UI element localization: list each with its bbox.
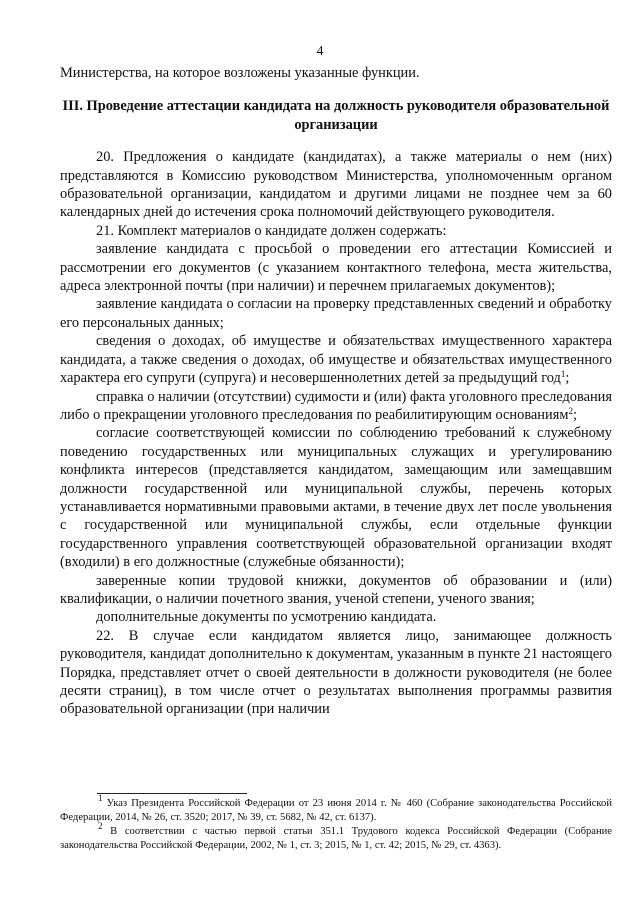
criminal-record-text: справка о наличии (отсутствии) судимости и (или) факта уголовного преследования либо о прекращении уголовного преследования по реабилитирующим основаниям xyxy=(60,388,612,423)
list-item-consent: заявление кандидата о согласии на проверку представленных сведений и обработку его персональных данных; xyxy=(60,296,612,331)
intro-line: Министерства, на которое возложены указанные функции. xyxy=(60,65,420,81)
footnotes xyxy=(60,793,612,853)
list-item-commission-consent: согласие соответствующей комиссии по соблюдению требований к служебному поведению государственных или муниципальных служащих и урегулированию конфликта интересов (представляется кандидатом, замещающим или замещавшим должности государственной или муниципальной службы, перечень которых устанавливается нормативными правовыми актами, в течение двух лет после увольнения с государственной или муниципальной службы, если отдельные функции государственного управления соответствующей образовательной организации входят (входили) в его должностные (служебные обязанности); xyxy=(60,425,612,571)
footnote-ref-2: 2 xyxy=(568,405,573,416)
footnote-1 xyxy=(60,793,612,825)
paragraph-22: 22. В случае если кандидатом является лицо, занимающее должность руководителя, кандидат дополнительно к документам, указанным в пункте 21 настоящего Порядка, представляет отчет о своей деятельности в должности руководителя (не более десяти страниц), в том числе отчет о результатах выполнения программы развития образовательной организации (при наличии xyxy=(60,627,612,718)
section-heading: III. Проведение аттестации кандидата на должность руководителя образовательной организации xyxy=(62,98,610,133)
page-number: 4 xyxy=(316,44,324,59)
list-item-additional: дополнительные документы по усмотрению кандидата. xyxy=(96,609,437,626)
footnote-divider xyxy=(97,793,247,794)
footnote-1-mark: 1 xyxy=(98,793,103,803)
criminal-record-end: ; xyxy=(572,406,577,423)
list-item-criminal-record xyxy=(60,388,612,425)
list-item-copies: заверенные копии трудовой книжки, документов об образовании и (или) квалификации, о наличии почетного звания, ученой степени, ученого звания; xyxy=(60,572,612,607)
income-end: ; xyxy=(565,370,570,387)
footnote-1-text: Указ Президента Российской Федерации от 23 июня 2014 г. № 460 (Собрание законодательства Российской Федерации, 2014, № 26, ст. 3520; 2017, № 39, ст. 5682, № 42, ст. 6137). xyxy=(60,798,612,823)
footnote-2-text: В соответствии с частью первой статьи 351.1 Трудового кодекса Российской Федерации (Собрание законодательства Российской Федерации, 2002, № 1, ст. 3; 2015, № 1, ст. 42; 2015, № 29, ст. 4363). xyxy=(60,826,612,851)
paragraph-20: 20. Предложения о кандидате (кандидатах), а также материалы о нем (них) представляются в Комиссию руководством Министерства, уполномоченным органом образовательной организации, кандидатом и другими лицами не позднее чем за 60 календарных дней до истечения срока полномочий действующего руководителя. xyxy=(60,149,612,221)
main-text xyxy=(60,64,612,719)
footnote-2-mark: 2 xyxy=(98,821,103,831)
footnote-2 xyxy=(60,821,612,853)
list-item-income xyxy=(60,332,612,387)
list-item-application: заявление кандидата с просьбой о проведении его аттестации Комиссией и рассмотрении его документов (с указанием контактного телефона, места жительства, адреса электронной почты (при наличии) и перечнем прилагаемых документов); xyxy=(60,241,612,295)
income-text: сведения о доходах, об имуществе и обязательствах имущественного характера кандидата, а также сведения о доходах, об имуществе и обязательствах имущественного характера его супруги (супруга) и несовершеннолетних детей за предыдущий год xyxy=(60,333,612,387)
paragraph-21: 21. Комплект материалов о кандидате должен содержать: xyxy=(96,222,447,239)
footnote-ref-1: 1 xyxy=(560,369,566,380)
